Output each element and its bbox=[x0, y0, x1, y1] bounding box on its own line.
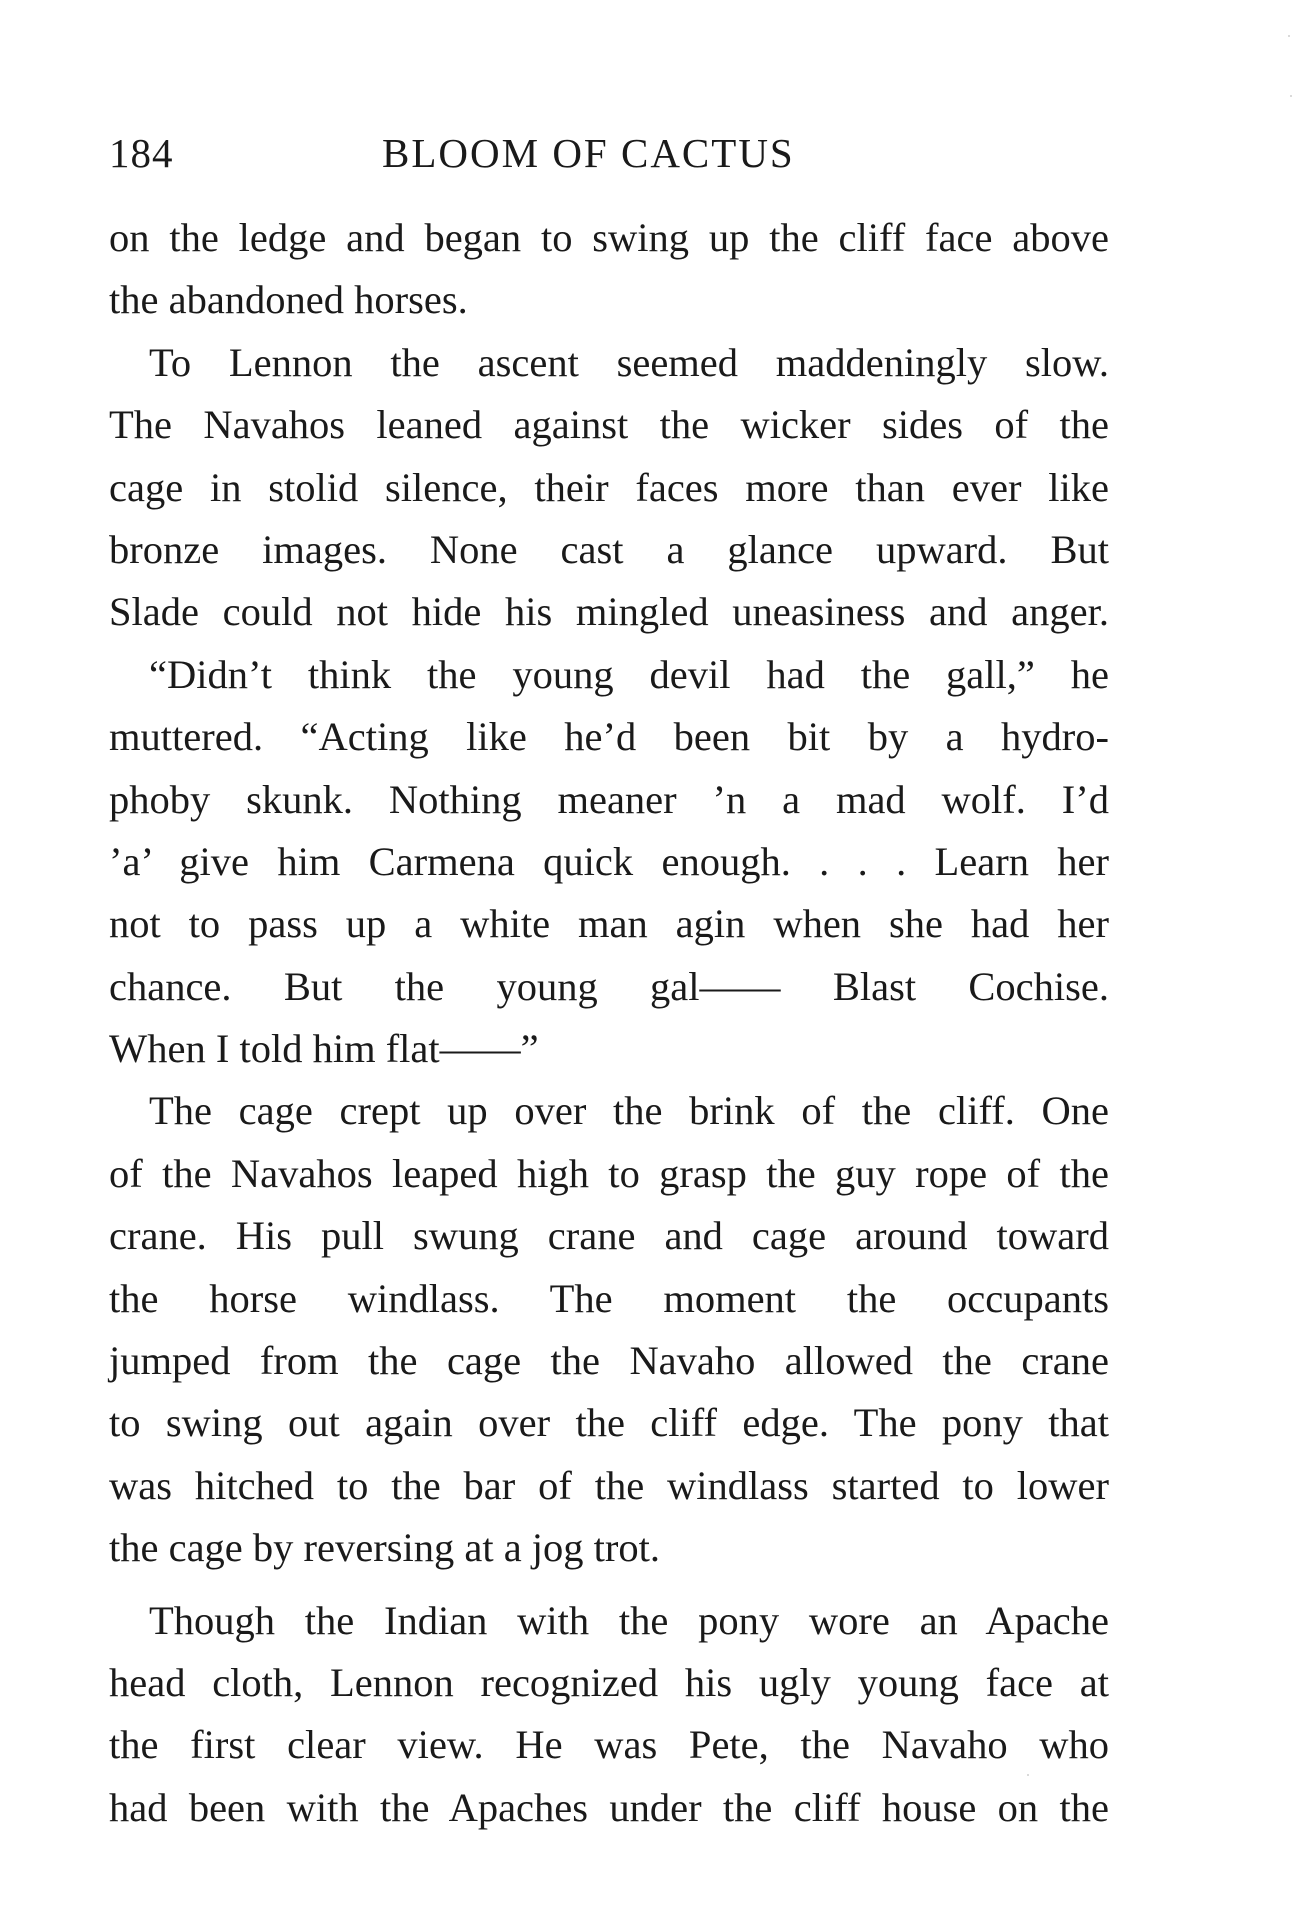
text-line: Though the Indian with the pony wore an Apache bbox=[149, 1597, 1109, 1643]
text-line: of the Navahos leaped high to grasp the guy rope of the bbox=[109, 1150, 1109, 1196]
text-line: the first clear view. He was Pete, the Navaho who bbox=[109, 1722, 1109, 1768]
text-line: the abandoned horses. bbox=[109, 277, 468, 323]
text-line: to swing out again over the cliff edge. The pony that bbox=[109, 1400, 1109, 1446]
text-line: head cloth, Lennon recognized his ugly young face at bbox=[109, 1659, 1109, 1705]
scan-speck bbox=[1290, 95, 1292, 97]
text-line: ’a’ give him Carmena quick enough. . . . Learn her bbox=[109, 838, 1109, 884]
text-line: not to pass up a white man agin when she had her bbox=[109, 901, 1109, 947]
text-line: bronze images. None cast a glance upward. But bbox=[109, 526, 1109, 572]
text-line: had been with the Apaches under the cliff house on the bbox=[109, 1784, 1109, 1830]
paragraph-gap bbox=[109, 1580, 1109, 1590]
scan-speck bbox=[1288, 35, 1290, 37]
text-line: Slade could not hide his mingled uneasiness and anger. bbox=[109, 589, 1109, 635]
scan-speck bbox=[1027, 1774, 1029, 1776]
page-number: 184 bbox=[109, 130, 174, 176]
running-header bbox=[109, 128, 1109, 178]
text-line: on the ledge and began to swing up the cliff face above bbox=[109, 215, 1109, 260]
body-text bbox=[109, 207, 1109, 1839]
text-line: the cage by reversing at a jog trot. bbox=[109, 1525, 661, 1571]
text-line: muttered. “Acting like he’d been bit by a hydro- bbox=[109, 714, 1109, 760]
text-line: When I told him flat——” bbox=[109, 1026, 539, 1072]
text-line: crane. His pull swung crane and cage around toward bbox=[109, 1213, 1109, 1259]
text-line: phoby skunk. Nothing meaner ’n a mad wolf. I’d bbox=[109, 776, 1109, 822]
text-line: “Didn’t think the young devil had the gall,” he bbox=[149, 651, 1109, 697]
running-title: BLOOM OF CACTUS bbox=[382, 130, 795, 176]
text-line: cage in stolid silence, their faces more than ever like bbox=[109, 464, 1109, 510]
text-line: was hitched to the bar of the windlass started to lower bbox=[109, 1462, 1109, 1508]
text-line: The cage crept up over the brink of the cliff. One bbox=[149, 1088, 1109, 1134]
text-line: chance. But the young gal—— Blast Cochise. bbox=[109, 963, 1109, 1009]
text-line: To Lennon the ascent seemed maddeningly slow. bbox=[149, 339, 1109, 385]
text-line: the horse windlass. The moment the occupants bbox=[109, 1275, 1109, 1321]
text-line: jumped from the cage the Navaho allowed the crane bbox=[109, 1338, 1109, 1384]
text-line: The Navahos leaned against the wicker sides of the bbox=[109, 402, 1109, 448]
